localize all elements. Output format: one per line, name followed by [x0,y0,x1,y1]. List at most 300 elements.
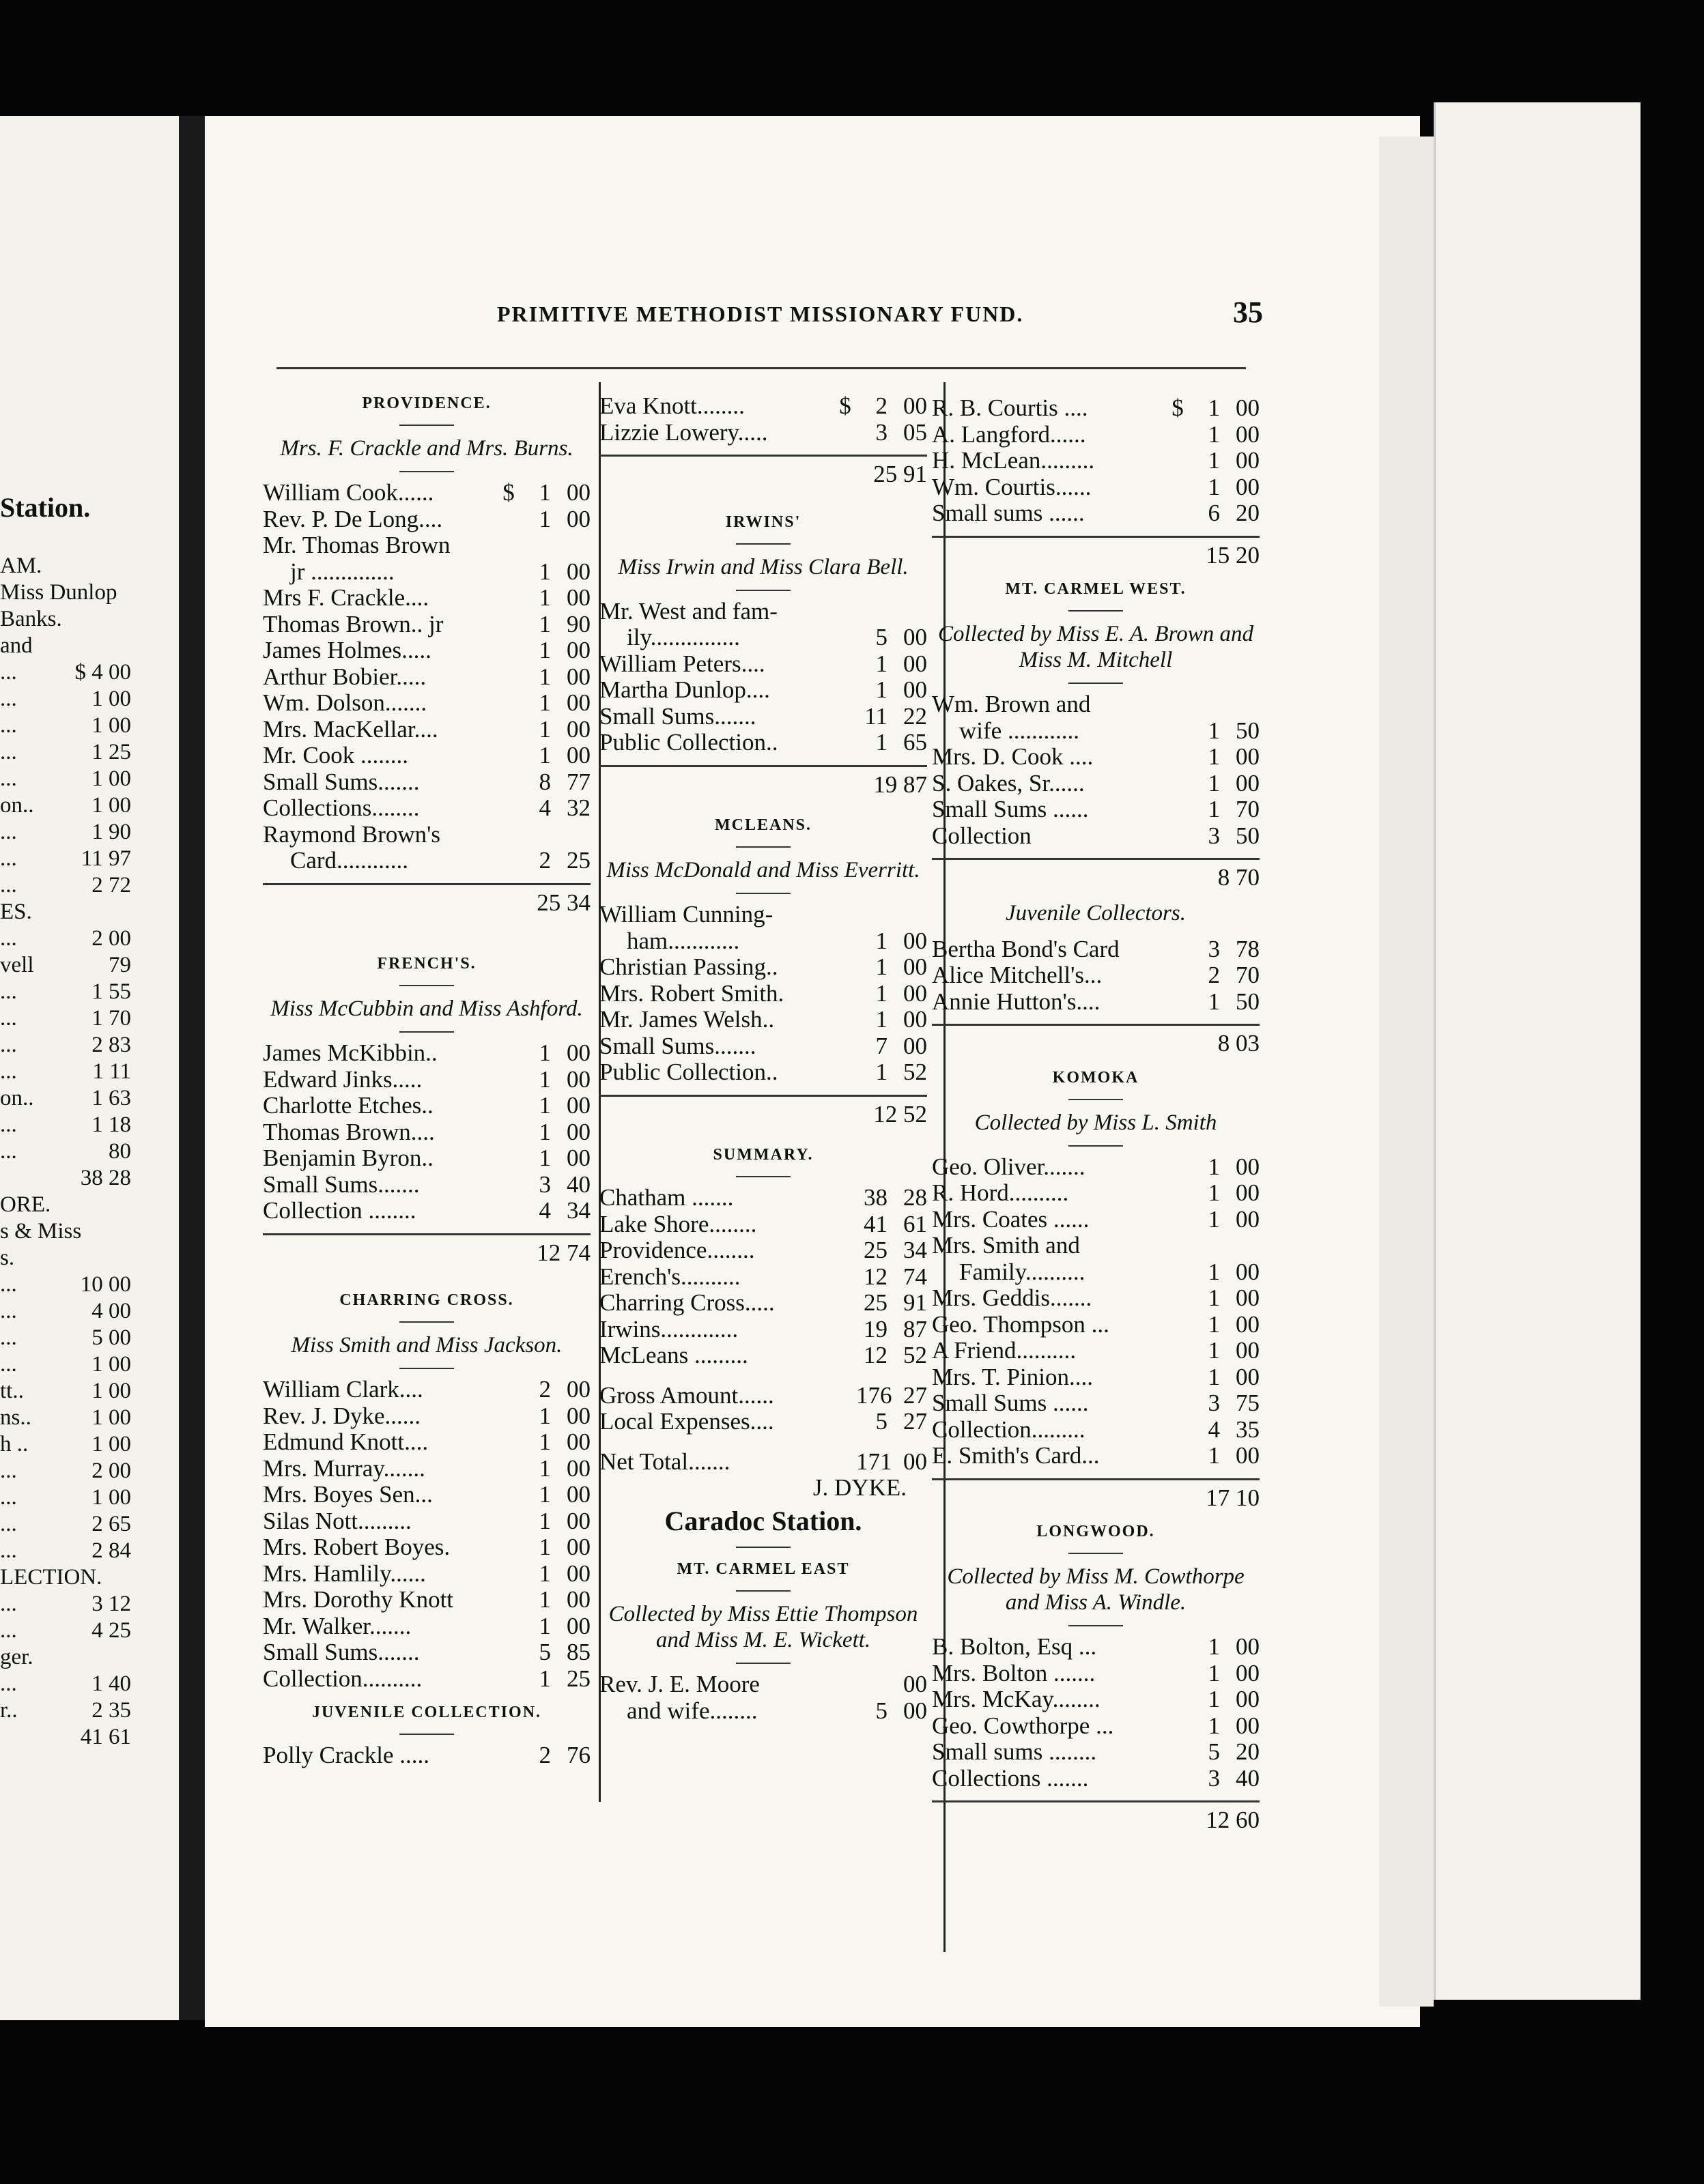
cents: 00 [903,624,927,650]
prev-row [0,739,137,766]
dollars: 1 [1208,1337,1220,1364]
prev-label: ... [0,713,17,738]
cents: 00 [567,1612,591,1639]
note-dash [736,590,791,591]
table-row [599,1697,927,1724]
entry-name: Raymond Brown's [263,820,441,848]
table-row [599,1671,927,1697]
running-header: PRIMITIVE METHODIST MISSIONARY FUND. [497,302,1024,326]
section-total [932,1800,1260,1833]
table-row [263,637,591,663]
spacer [599,1368,927,1382]
table-row [599,1408,927,1435]
heading-dash [399,985,454,986]
dollars: 5 [875,1697,888,1724]
table-row [932,1206,1260,1233]
dollars: 1 [539,1428,551,1455]
heading-dash [1068,1553,1123,1554]
cents: 85 [567,1639,591,1665]
prev-amount: 1 40 [91,1671,131,1696]
table-row [599,598,927,624]
cents: 25 [567,847,591,874]
prev-row [0,1405,137,1431]
entry-name: Small Sums ...... [932,1390,1089,1416]
entry-name: Alice Mitchell's... [932,962,1103,988]
cents: 00 [567,558,591,585]
entry-name: Geo. Cowthorpe ... [932,1712,1114,1739]
dollars: 1 [1208,1686,1220,1712]
prev-row [0,1005,137,1032]
prev-amount: 1 00 [91,1352,131,1377]
total-value: 8 03 [1217,1030,1260,1057]
dollars: 7 [875,1032,888,1059]
heading-dash [399,1734,454,1735]
entry-name: William Cook...... [263,479,434,506]
prev-row [0,1511,137,1538]
cents: 00 [903,1032,927,1059]
total-value: 19 87 [873,771,927,798]
prev-row [0,1484,137,1511]
cents: 00 [903,650,927,677]
table-row [932,474,1260,500]
table-row [932,936,1260,962]
prev-amount [131,1192,137,1218]
section-total [263,1233,591,1266]
heading-dash [399,425,454,426]
dollars: 5 [539,1639,551,1665]
cents: 00 [567,1118,591,1145]
cents: 00 [567,715,591,743]
cents: 00 [567,1376,591,1403]
dollars: 1 [539,1145,551,1171]
prev-row [0,1671,137,1697]
cents: 00 [567,742,591,768]
entry-name: ily............... [627,624,740,650]
prev-row [0,872,137,899]
dollars: 1 [1208,988,1220,1015]
table-row [599,1448,927,1475]
prev-row [0,766,137,792]
cents: 70 [1236,796,1260,822]
prev-label: ... [0,1033,17,1057]
prev-row [0,1112,137,1138]
section-heading: SUMMARY. [713,1146,814,1164]
cents: 00 [903,1006,927,1033]
table-row [599,1211,927,1237]
entry-name: Silas Nott......... [263,1507,412,1534]
prev-amount: 10 00 [80,1272,131,1297]
prev-amount: 2 00 [91,926,131,951]
prev-row [0,1697,137,1724]
table-row [263,768,591,795]
prev-label: ES. [0,900,32,924]
dollars: 1 [539,1065,551,1093]
dollars: 1 [539,1665,551,1692]
cents: 00 [567,479,591,506]
heading-dash [736,846,791,848]
dollars: 6 [1208,500,1220,526]
prev-amount: 1 00 [91,1379,131,1403]
dollars: 1 [539,1586,551,1613]
cents: 00 [903,1671,927,1697]
collectors-note: Miss Smith and Miss Jackson. [291,1333,563,1357]
prev-label: ... [0,1325,17,1350]
cents: 25 [567,1665,591,1692]
prev-label: LECTION. [0,1565,102,1590]
entry-name: James Holmes..... [263,637,431,663]
prev-row [0,1431,137,1458]
cents: 00 [903,953,927,980]
prev-label: on.. [0,1086,34,1110]
prev-label: ... [0,660,17,685]
entry-name: Arthur Bobier..... [263,663,427,690]
cents: 35 [1236,1416,1260,1443]
table-row [263,611,591,637]
table-row [599,1289,927,1316]
prev-row [0,1351,137,1378]
dollars: 25 [864,1289,888,1316]
table-row [263,479,591,506]
entry-name: Public Collection.. [599,1059,778,1085]
dollars: 3 [1208,822,1220,849]
table-row [932,1633,1260,1660]
previous-page [0,116,179,2020]
entry-name: Lake Shore........ [599,1210,757,1237]
table-row [932,447,1260,474]
prev-amount: 2 65 [91,1512,131,1536]
table-row [599,1237,927,1263]
cents: 76 [567,1742,591,1768]
entry-name: Small Sums....... [263,1170,420,1198]
spacer [932,891,1260,897]
prev-label: ... [0,1592,17,1616]
table-row [599,928,927,954]
section-total [932,536,1260,569]
prev-amount: 1 00 [91,793,131,818]
prev-row [0,1085,137,1112]
prev-label: ... [0,1538,17,1563]
dollars: 12 [864,1263,888,1290]
spacer [932,1510,1260,1517]
entry-name: Collection.......... [263,1665,423,1692]
entry-name: Eva Knott........ [599,392,745,419]
table-row [263,532,591,558]
prev-amount: 80 [109,1139,131,1164]
cents: 52 [903,1342,927,1368]
entry-name: Small Sums....... [263,768,420,795]
entry-name: Edmund Knott.... [263,1428,429,1455]
table-row [932,1179,1260,1206]
table-row [263,716,591,743]
prev-row [0,792,137,819]
prev-label: ... [0,687,17,711]
cents: 00 [567,1039,591,1066]
prev-amount: 2 72 [91,873,131,897]
entry-name: Charlotte Etches.. [263,1092,434,1119]
total-value: 8 70 [1217,864,1260,891]
cents: 91 [903,1289,927,1316]
collectors-note: Collected by Miss E. A. Brown and Miss M. Mitchell [938,622,1253,672]
entry-name: McLeans ......... [599,1342,748,1368]
entry-name: Thomas Brown.. jr [263,610,444,637]
entry-name: S. Oakes, Sr...... [932,769,1085,796]
prev-label: ... [0,740,17,764]
section-total [932,1478,1260,1511]
dollars: 1 [539,1454,551,1482]
prev-row [0,1245,137,1271]
table-row [599,901,927,928]
dollars: 3 [539,1170,551,1198]
table-row [932,1442,1260,1469]
table-row [932,1416,1260,1443]
table-row [599,1006,927,1033]
dollars: 1 [539,584,551,611]
cents: 00 [1236,1310,1260,1338]
table-row [263,794,591,821]
page-edge-shadow [1379,136,1434,2007]
cents: 70 [1236,962,1260,988]
entry-name: E. Smith's Card... [932,1442,1100,1469]
cents: 00 [1236,769,1260,796]
table-row [599,980,927,1007]
cents: 34 [567,1197,591,1224]
prev-label: ger. [0,1645,33,1669]
table-row [263,558,591,585]
cents: 00 [1236,1337,1260,1364]
total-value: 17 10 [1206,1484,1260,1511]
prev-page-title: Station. [0,492,91,523]
dollars: 1 [1208,1712,1220,1739]
table-row [263,821,591,848]
table-row [932,1660,1260,1686]
cents: 00 [903,392,927,419]
dollar-sign: $ [502,479,515,506]
table-row [263,1455,591,1482]
entry-name: Mrs. Bolton ....... [932,1659,1096,1686]
prev-label: ... [0,1059,17,1084]
cents: 78 [1236,935,1260,962]
prev-amount: 1 00 [91,1485,131,1510]
prev-label: ... [0,1272,17,1297]
table-row [932,1738,1260,1765]
collectors-note: Miss Irwin and Miss Clara Bell. [618,554,909,579]
dollars: 2 [539,1376,551,1403]
dollars: 3 [1208,1390,1220,1416]
table-row [263,1586,591,1613]
note-dash [1068,1145,1123,1147]
table-row [599,703,927,730]
entry-name: and wife........ [627,1697,758,1724]
entry-name: Local Expenses.... [599,1408,774,1435]
entry-name: ham............ [627,927,740,954]
column-2 [599,392,927,1723]
note-dash [736,1663,791,1664]
page-number: 35 [1233,296,1263,329]
prev-label: ... [0,1352,17,1377]
cents: 00 [1236,1205,1260,1233]
dollars: 1 [539,1560,551,1587]
entry-name: Mr. Walker....... [263,1612,412,1639]
total-value: 12 74 [537,1239,591,1266]
entry-name: jr .............. [290,558,395,585]
dollars: 1 [1208,1310,1220,1338]
dollars: 1 [539,715,551,743]
total-value: 25 91 [873,461,927,487]
prev-label: ... [0,979,17,1004]
cents: 00 [567,1481,591,1508]
prev-row [0,1192,137,1218]
dollars: 3 [1208,935,1220,962]
dollars: 38 [864,1184,888,1211]
dollars: 1 [1208,473,1220,500]
dollars: 1 [875,1059,888,1085]
note-dash [1068,1625,1123,1626]
spacer [263,1691,591,1698]
section-heading: JUVENILE COLLECTION. [311,1704,542,1721]
dollars: 1 [1208,1258,1220,1285]
entry-name: Collection ........ [263,1197,416,1224]
dollars: 1 [539,689,551,716]
entry-name: Collection......... [932,1416,1085,1443]
table-row [932,1686,1260,1712]
prev-row [0,633,137,659]
table-row [932,988,1260,1015]
table-row [932,394,1260,421]
cents: 50 [1236,988,1260,1015]
cents: 75 [1236,1390,1260,1416]
dollars: 1 [875,650,888,677]
prev-amount: 3 12 [91,1592,131,1616]
section-total [599,1095,927,1127]
note-dash [399,1368,454,1369]
note-dash [399,471,454,472]
cents: 27 [903,1408,927,1435]
prev-row [0,925,137,952]
cents: 32 [567,794,591,821]
entry-name: Mrs. Hamlily...... [263,1560,426,1587]
table-row [263,1197,591,1224]
table-row [932,1390,1260,1416]
dollars: 19 [864,1315,888,1342]
dollars: 2 [1208,962,1220,988]
cents: 00 [1236,1284,1260,1311]
prev-row [0,1458,137,1484]
heading-dash [736,1590,791,1592]
entry-name: Collections ....... [932,1764,1089,1792]
table-row [263,1742,591,1768]
prev-label: ... [0,1139,17,1164]
prev-label: h .. [0,1432,29,1456]
entry-name: Martha Dunlop.... [599,676,770,703]
table-row [263,742,591,768]
entry-name: Bertha Bond's Card [932,935,1120,962]
section-heading: MT. CARMEL EAST [677,1560,850,1578]
dollars: 5 [875,624,888,650]
table-row [263,1403,591,1429]
prev-label: ORE. [0,1192,51,1217]
dollars: 1 [875,979,888,1007]
prev-label: ... [0,846,17,871]
collectors-note: Miss McCubbin and Miss Ashford. [270,996,583,1021]
dollars: 1 [539,1092,551,1119]
prev-row [0,1325,137,1351]
table-row [599,1033,927,1059]
entry-name: Geo. Oliver....... [932,1153,1085,1180]
entry-name: Polly Crackle ..... [263,1742,429,1768]
cents: 00 [567,1065,591,1093]
dollars: 5 [875,1408,888,1435]
cents: 00 [567,1560,591,1587]
prev-amount: 1 00 [91,687,131,711]
prev-row [0,686,137,713]
table-row [932,1232,1260,1259]
cents: 00 [1236,1442,1260,1469]
prev-amount: 2 00 [91,1459,131,1483]
spacer [932,929,1260,936]
prev-row [0,899,137,925]
cents: 00 [1236,1659,1260,1686]
spacer [599,1127,927,1140]
cents: 20 [1236,1738,1260,1765]
prev-row [0,1165,137,1192]
dollars: 2 [539,847,551,874]
section-heading: Caradoc Station. [664,1506,862,1536]
dollars: 4 [539,794,551,821]
table-row [599,729,927,756]
cents: 00 [903,979,927,1007]
entry-name: Mrs. MacKellar.... [263,715,438,743]
prev-row [0,579,137,606]
prev-amount: 2 84 [91,1538,131,1563]
entry-name: Small Sums....... [599,702,756,730]
table-row [263,1534,591,1560]
prev-row [0,1271,137,1298]
prev-amount [131,1218,137,1245]
dollars: 4 [539,1197,551,1224]
total-value: 15 20 [1206,541,1260,569]
prev-row [0,713,137,739]
entry-name: Mrs. Murray....... [263,1454,425,1482]
table-row [932,1765,1260,1792]
prev-amount: 1 63 [91,1086,131,1110]
entry-name: Annie Hutton's.... [932,988,1100,1015]
table-row [599,1342,927,1368]
prev-label: ... [0,1112,17,1137]
dollars: 1 [875,676,888,703]
table-row [932,1311,1260,1338]
prev-amount: 79 [109,953,131,977]
column-3 [932,394,1260,1833]
entry-name: Mrs. Smith and [932,1232,1080,1259]
heading-dash [736,543,791,545]
entry-name: Erench's.......... [599,1263,741,1290]
prev-amount: 1 25 [91,740,131,764]
entry-name: William Clark.... [263,1376,423,1403]
table-row [599,1263,927,1290]
prev-amount: 5 00 [91,1325,131,1350]
prev-row [0,1724,137,1751]
prev-row [0,553,137,579]
dollars: 41 [864,1210,888,1237]
prev-amount [131,579,137,606]
cents: 00 [1236,1686,1260,1712]
dollars: 1 [1208,447,1220,474]
dollars: 1 [539,1039,551,1066]
dollars: 25 [864,1237,888,1263]
cents: 00 [567,1586,591,1613]
prev-amount [131,633,137,659]
table-row [263,506,591,532]
